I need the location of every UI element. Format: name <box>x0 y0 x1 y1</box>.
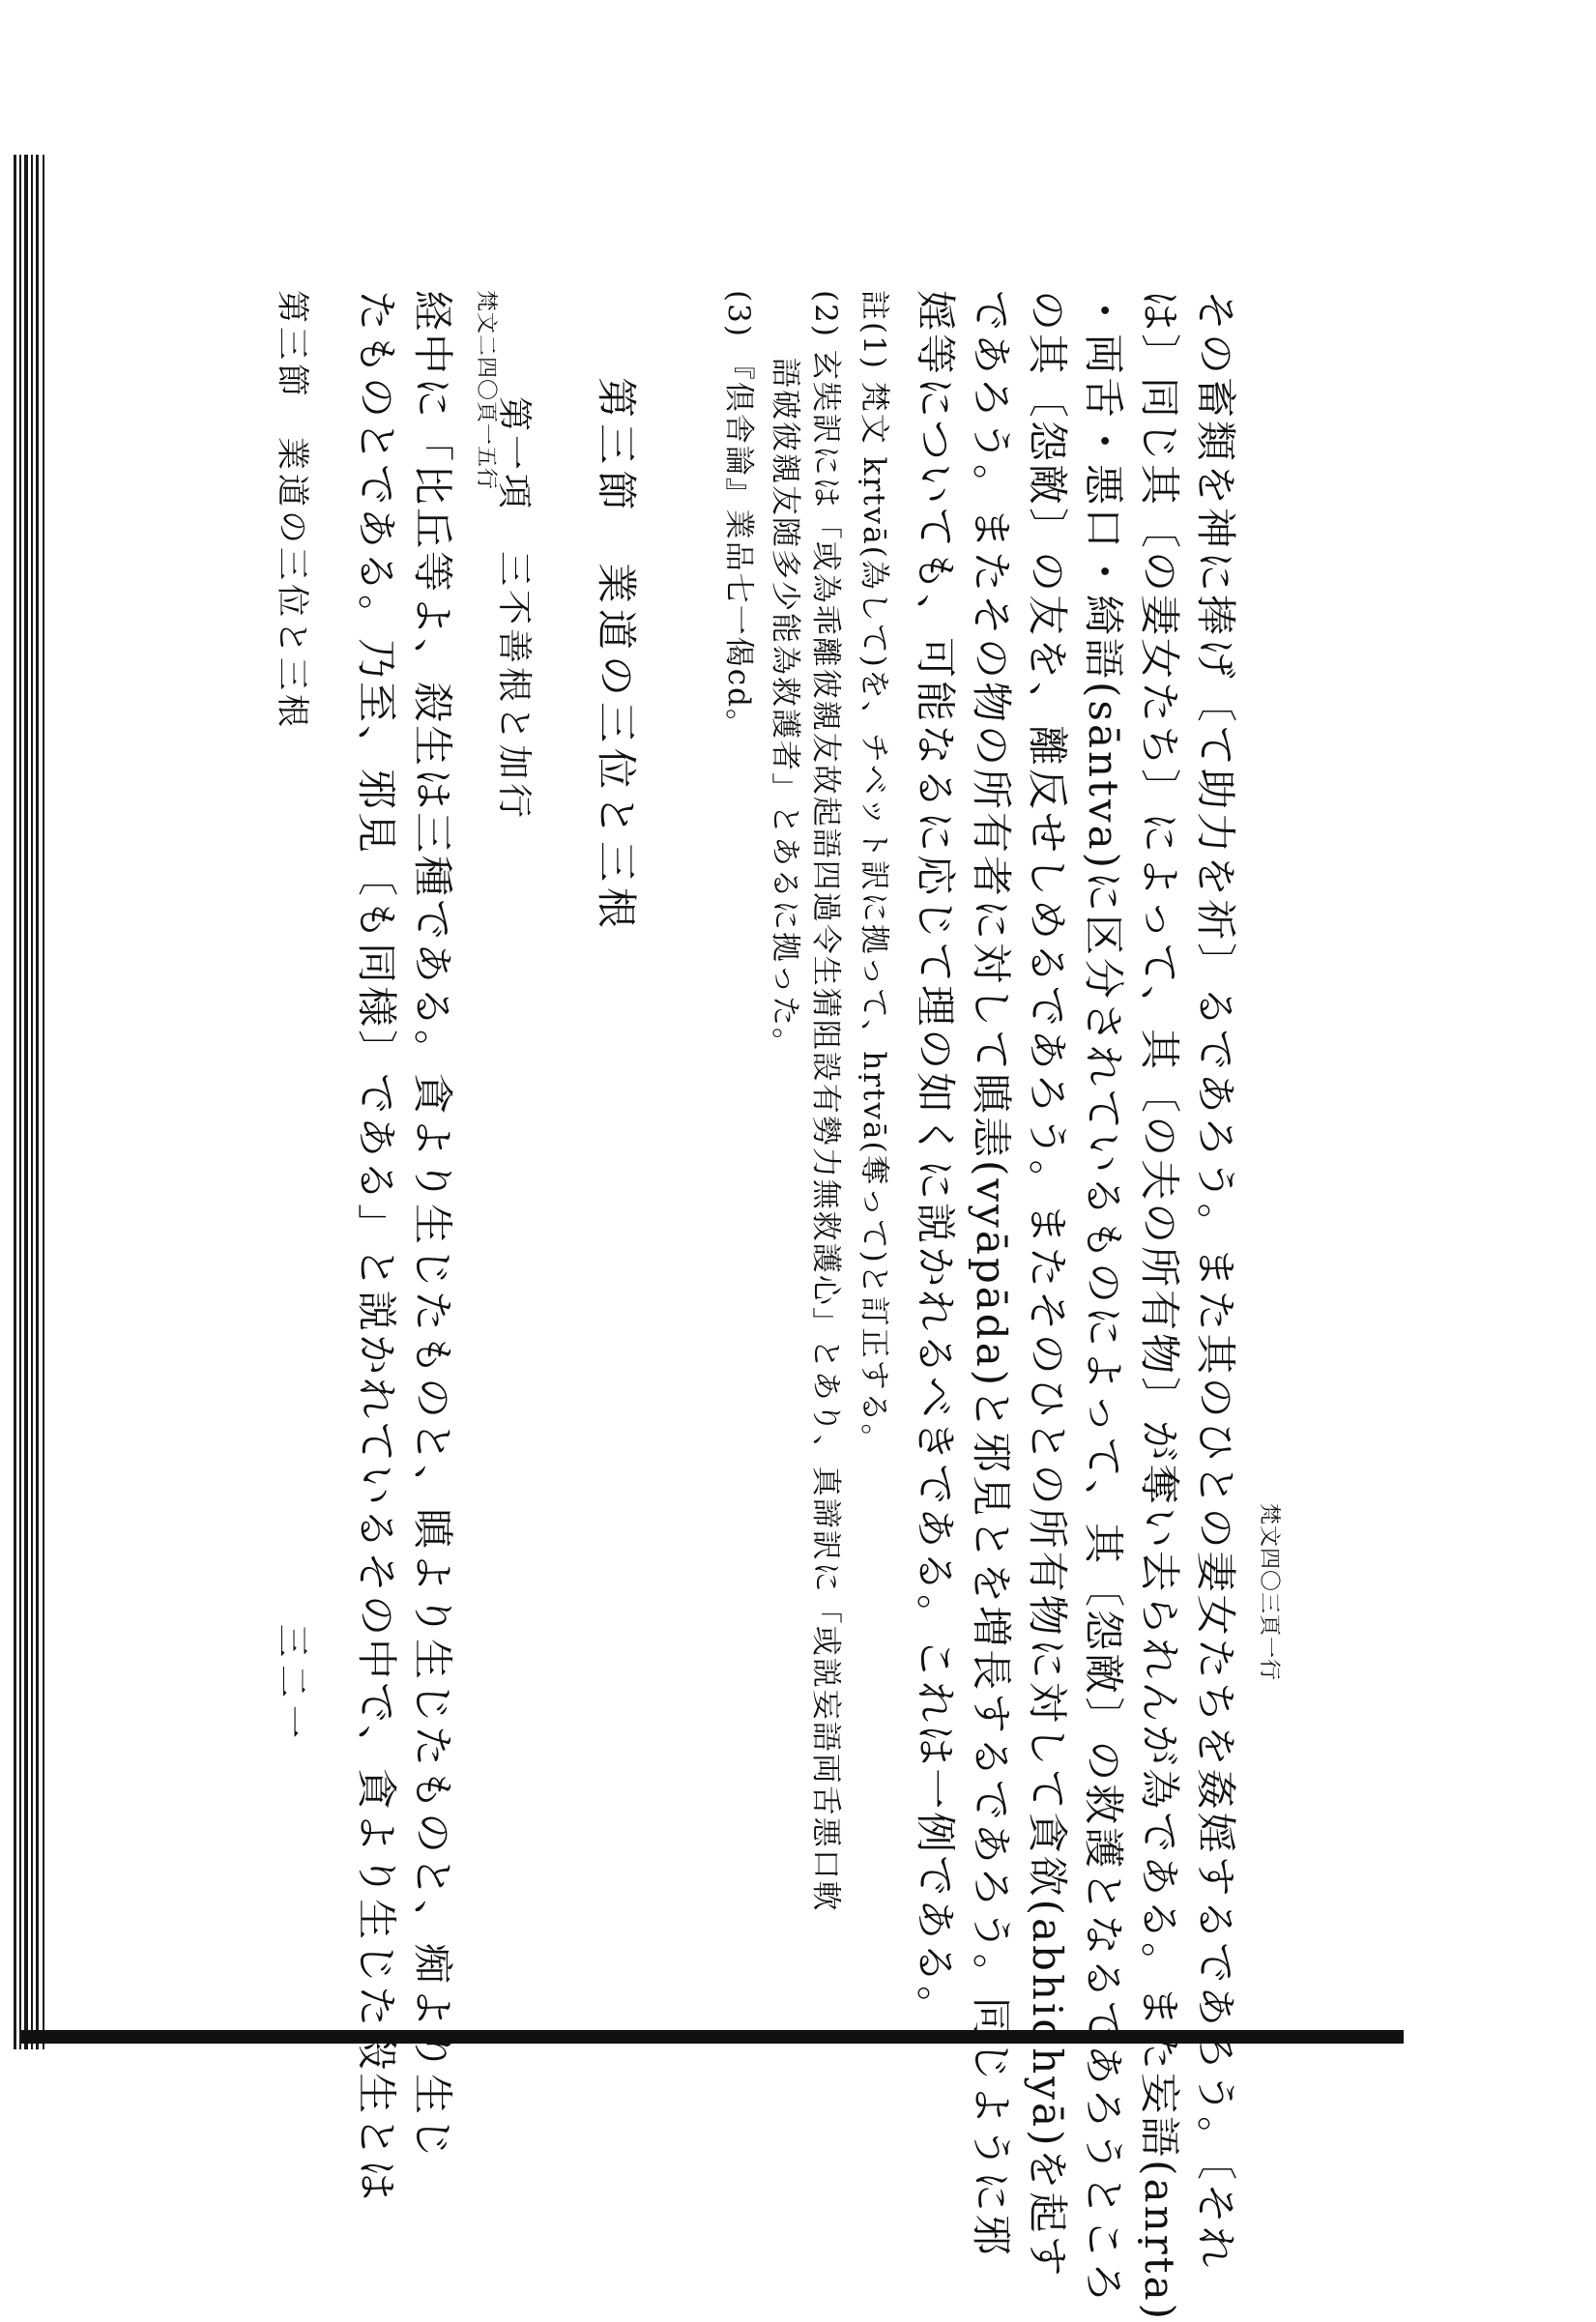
body-line: は〕同じ其〔の妻女たち〕によって、其〔の夫の所有物〕が奪い去られんが為である。また妄語(anṛta) <box>1136 290 1183 2322</box>
note-line: 註(1) 梵文 kṛtvā(為して)を、チベット訳に拠って、hṛtvā(奪って)と訂正する。 <box>856 290 891 1456</box>
note-line: (3) 『倶舎論』業品七一偈cd。 <box>721 290 756 740</box>
rotated-text-block <box>184 290 1281 2322</box>
body-line: たものとである。乃至、邪見〔も同様〕である」と説かれているその中で、貪より生じた殺生とは <box>353 290 400 2204</box>
section-title: 第三節 業道の三位と三根 <box>593 377 640 935</box>
body-line: 婬等についても、可能なるに応じて理の如くに説かれるべきである。これは一例である。 <box>912 290 959 2030</box>
body-line: の其〔怨敵〕の友を、離反せしめるであろう。またそのひとの所有物に対して貪欲(abhidhyā)を起す <box>1024 290 1071 2279</box>
note-line: 語破彼親友随多少能為救護者」とあるに拠った。 <box>768 358 802 1059</box>
page-number: 三二一 <box>273 1624 311 1746</box>
subsection-title: 第一項 三不善根と加行 <box>494 396 534 823</box>
marginal-reference: 梵文四〇三頁一行 <box>1257 1503 1281 1682</box>
running-head: 第三節 業道の三位と三根 <box>273 290 311 731</box>
body-line: その畜類を神に捧げ〔て助力を祈〕るであろう。また其のひとの妻女たちを姦婬するであろう。〔それ <box>1192 290 1239 2271</box>
marginal-reference: 梵文二四〇頁一五行 <box>474 290 498 491</box>
body-line: ・両舌・悪口・綺語(sāntva)に区分されているものによって、其〔怨敵〕の救護となるであろうところ <box>1080 290 1127 2306</box>
body-line: 経中に「比丘等よ、殺生は三種である。貪より生じたものと、瞋より生じたものと、痴より生じ <box>409 290 456 2162</box>
body-line: であろう。またその物の所有者に対して瞋恚(vyāpāda)と邪見とを増長するであろう。同じように邪 <box>968 290 1015 2258</box>
note-line: (2) 玄奘訳には「或為乖離彼親友故起語四過令生猜阻設有勢力無救護心」とあり、真諦訳に「或説妄語両舌悪口軟 <box>808 290 843 1913</box>
book-binding-edge <box>14 155 48 2049</box>
